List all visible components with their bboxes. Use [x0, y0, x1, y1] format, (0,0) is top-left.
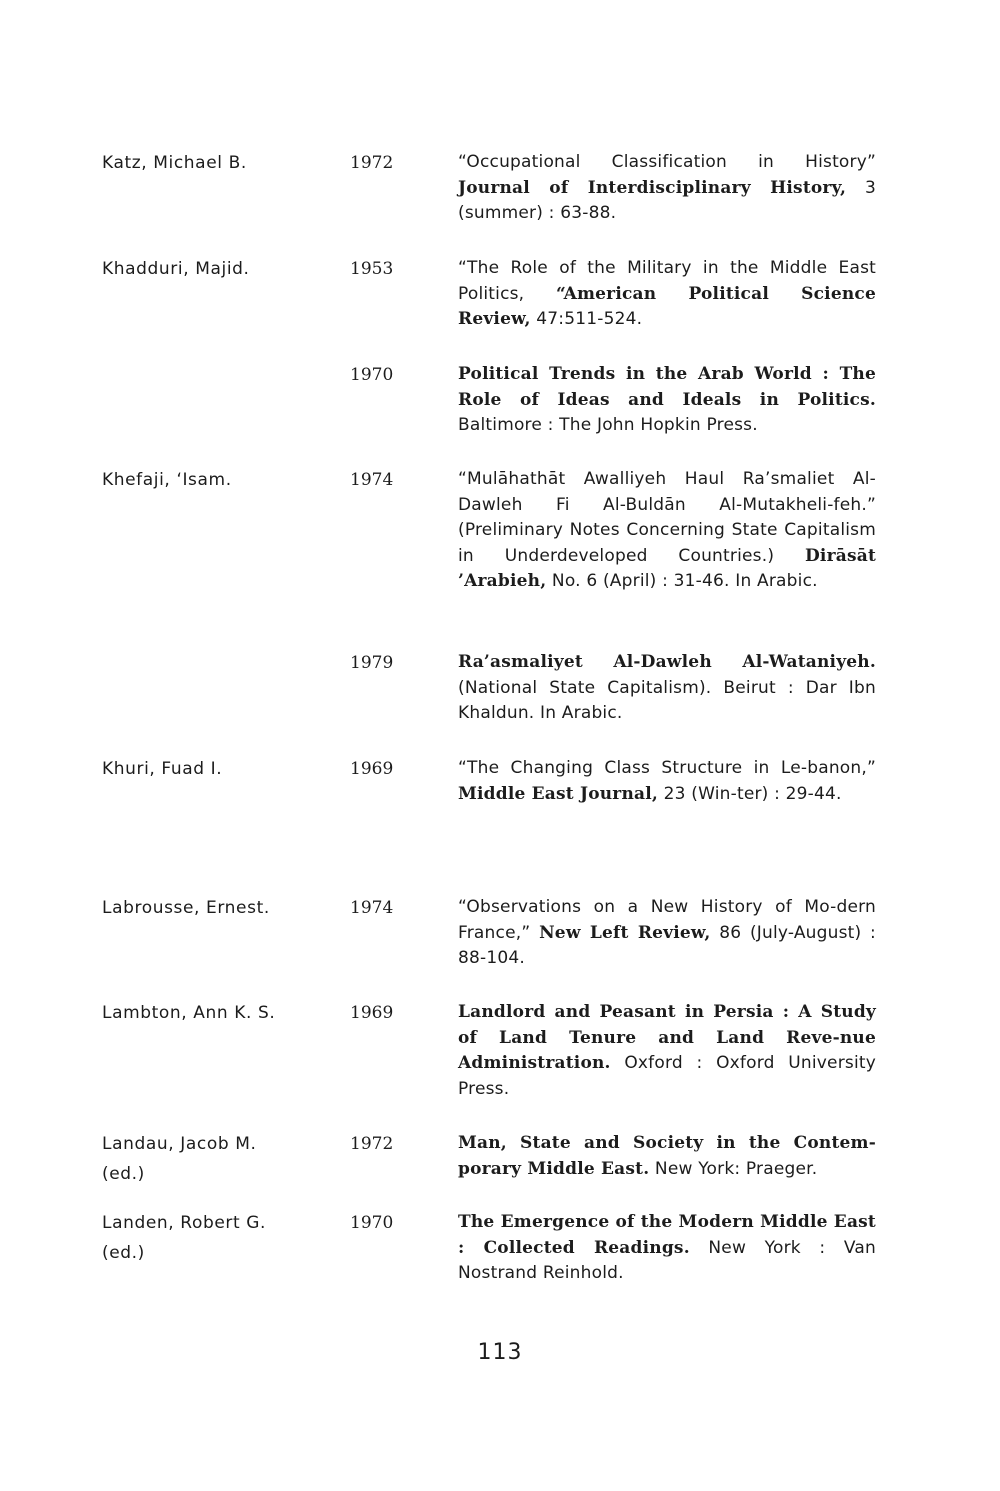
entry-year: 1972: [350, 1134, 394, 1154]
citation-text: Baltimore : The John Hopkin Press.: [458, 415, 758, 435]
citation-text: (National State Capitalism). Beirut : Dar Ibn Khaldun. In Arabic.: [458, 677, 876, 723]
citation-text: New York : Van Nostrand Reinhold.: [458, 1237, 876, 1283]
entry-year: 1953: [350, 259, 394, 279]
entry-year: 1969: [350, 1003, 394, 1023]
citation-title: Man, State and Society in the Contem-porary Middle East.: [458, 1133, 876, 1179]
entry-citation: [458, 1131, 876, 1182]
citation-text: “Mulāhathāt Awalliyeh Haul Ra’smaliet Al-Dawleh Fi Al-Buldān Al-Mutakheli-feh.” (Preliminary Notes Concerning State Capitalism in Underdeveloped Countries.): [458, 469, 876, 566]
citation-text: No. 6 (April) : 31-46. In Arabic.: [546, 571, 818, 591]
entry-author: Khefaji, ‘Isam.: [102, 470, 232, 490]
entry-year: 1969: [350, 759, 394, 779]
entry-year: 1970: [350, 365, 394, 385]
citation-title: Landlord and Peasant in Persia : A Study of Land Tenure and Land Reve-nue Administration.: [458, 1002, 876, 1073]
entry-citation: [458, 362, 876, 439]
entry-author: Khadduri, Majid.: [102, 259, 250, 279]
entry-year: 1972: [350, 153, 394, 173]
citation-title: Political Trends in the Arab World : The Role of Ideas and Ideals in Politics.: [458, 364, 876, 410]
citation-text: 86 (July-August) : 88-104.: [458, 922, 876, 968]
entry-citation: [458, 467, 876, 595]
entry-author: Landen, Robert G.: [102, 1213, 267, 1233]
citation-text: 47:511-524.: [530, 309, 643, 329]
citation-title: Ra’asmaliyet Al-Dawleh Al-Wataniyeh.: [458, 652, 876, 672]
entry-author: Labrousse, Ernest.: [102, 898, 270, 918]
entry-year: 1974: [350, 898, 394, 918]
entry-citation: [458, 756, 876, 807]
citation-text: “Occupational Classification in History”: [458, 152, 876, 172]
page-number: 113: [477, 1340, 523, 1365]
entry-author: Khuri, Fuad I.: [102, 759, 223, 779]
citation-text: New York: Praeger.: [649, 1158, 818, 1179]
entry-year: 1974: [350, 470, 394, 490]
entry-editor-note: (ed.): [102, 1164, 145, 1184]
citation-title: The Emergence of the Modern Middle East : Collected Readings.: [458, 1212, 876, 1258]
entry-citation: [458, 650, 876, 727]
entry-year: 1970: [350, 1213, 394, 1233]
citation-text: “The Changing Class Structure in Le-banon,”: [458, 758, 876, 778]
entry-citation: [458, 1000, 876, 1102]
citation-title: New Left Review,: [539, 922, 711, 943]
entry-citation: [458, 150, 876, 227]
entry-author-block: [102, 1210, 332, 1266]
citation-text: “Observations on a New History of Mo-dern France,”: [458, 897, 876, 943]
entry-author-block: [102, 1131, 332, 1187]
citation-title: “American Political Science Review,: [458, 283, 876, 329]
entry-citation: [458, 895, 876, 972]
citation-title: Dirāsāt ’Arabieh,: [458, 545, 876, 591]
citation-title: Middle East Journal,: [458, 783, 659, 804]
entry-author: Landau, Jacob M.: [102, 1134, 257, 1154]
entry-editor-note: (ed.): [102, 1243, 145, 1263]
entry-author: Lambton, Ann K. S.: [102, 1003, 276, 1023]
entry-year: 1979: [350, 653, 394, 673]
entry-citation: [458, 1210, 876, 1287]
citation-title: Journal of Interdisciplinary History,: [458, 177, 847, 198]
entry-citation: [458, 256, 876, 333]
citation-text: “The Role of the Military in the Middle East Politics,: [458, 258, 876, 304]
entry-author: Katz, Michael B.: [102, 153, 247, 173]
citation-text: 23 (Win-ter) : 29-44.: [658, 783, 842, 804]
citation-text: Oxford : Oxford University Press.: [458, 1053, 876, 1099]
citation-text: 3 (summer) : 63-88.: [458, 177, 876, 223]
